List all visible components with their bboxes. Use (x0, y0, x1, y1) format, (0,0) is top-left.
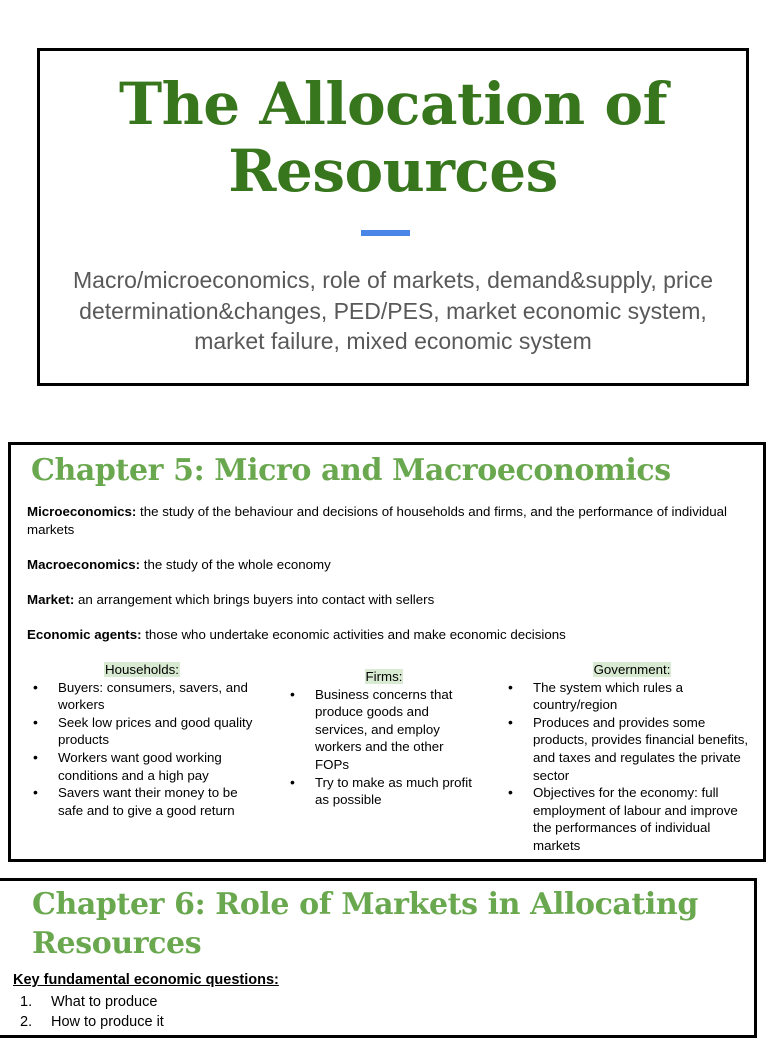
households-column (31, 661, 253, 819)
government-heading: Government: (593, 662, 671, 677)
chapter6-title: Chapter 6: Role of Markets in Allocating Resources (32, 887, 698, 961)
key-questions-heading: Key fundamental economic questions: (13, 972, 279, 988)
list-item: • Workers want good working conditions and a high pay (31, 749, 253, 784)
definition-term: Market: (27, 592, 75, 607)
subtitle: Macro/microeconomics, role of markets, demand&supply, price determination&changes, PED/PES, market economic system, market failure, mixed economic system (73, 267, 713, 354)
definition-market (27, 591, 741, 609)
question-number: 2. (20, 1014, 33, 1030)
definition-text: an arrangement which brings buyers into contact with sellers (74, 592, 435, 607)
list-item: • Savers want their money to be safe and to give a good return (31, 784, 253, 819)
households-list (31, 679, 253, 820)
firms-heading: Firms: (365, 669, 403, 684)
definition-text: the study of the whole economy (140, 557, 331, 572)
chapter5-slide (8, 442, 766, 862)
firms-column (288, 668, 480, 809)
question-text: What to produce (51, 994, 158, 1010)
list-item: • The system which rules a country/region (506, 679, 758, 714)
definition-text: the study of the behaviour and decisions of households and firms, and the performance of individual markets (27, 504, 727, 537)
definition-term: Economic agents: (27, 627, 142, 642)
definition-economic-agents (27, 626, 741, 644)
list-item: • Objectives for the economy: full employment of labour and improve the performances of individual markets (506, 784, 758, 854)
list-item: • Buyers: consumers, savers, and workers (31, 679, 253, 714)
list-item: • Business concerns that produce goods and services, and employ workers and the other FOPs (288, 686, 480, 774)
main-title: The Allocation of Resources (118, 70, 668, 205)
question-text: How to produce it (51, 1014, 164, 1030)
government-list (506, 679, 758, 855)
firms-list (288, 686, 480, 809)
questions-list (20, 992, 164, 1032)
column-heading (31, 661, 253, 679)
households-heading: Households: (105, 662, 179, 677)
column-heading (506, 661, 758, 679)
definition-term: Microeconomics: (27, 504, 137, 519)
question-item (20, 992, 164, 1012)
column-heading (288, 668, 480, 686)
chapter6-slide (0, 878, 757, 1038)
chapter5-title: Chapter 5: Micro and Macroeconomics (31, 453, 671, 488)
definition-macroeconomics (27, 556, 741, 574)
definition-term: Macroeconomics: (27, 557, 141, 572)
government-column (506, 661, 758, 855)
list-item: • Seek low prices and good quality products (31, 714, 253, 749)
title-slide (37, 48, 749, 386)
question-item (20, 1012, 164, 1032)
question-number: 1. (20, 994, 33, 1010)
accent-divider (361, 230, 410, 236)
definition-text: those who undertake economic activities and make economic decisions (141, 627, 566, 642)
list-item: • Try to make as much profit as possible (288, 774, 480, 809)
list-item: • Produces and provides some products, provides financial benefits, and taxes and regulates the private sector (506, 714, 758, 784)
definition-microeconomics (27, 503, 741, 539)
